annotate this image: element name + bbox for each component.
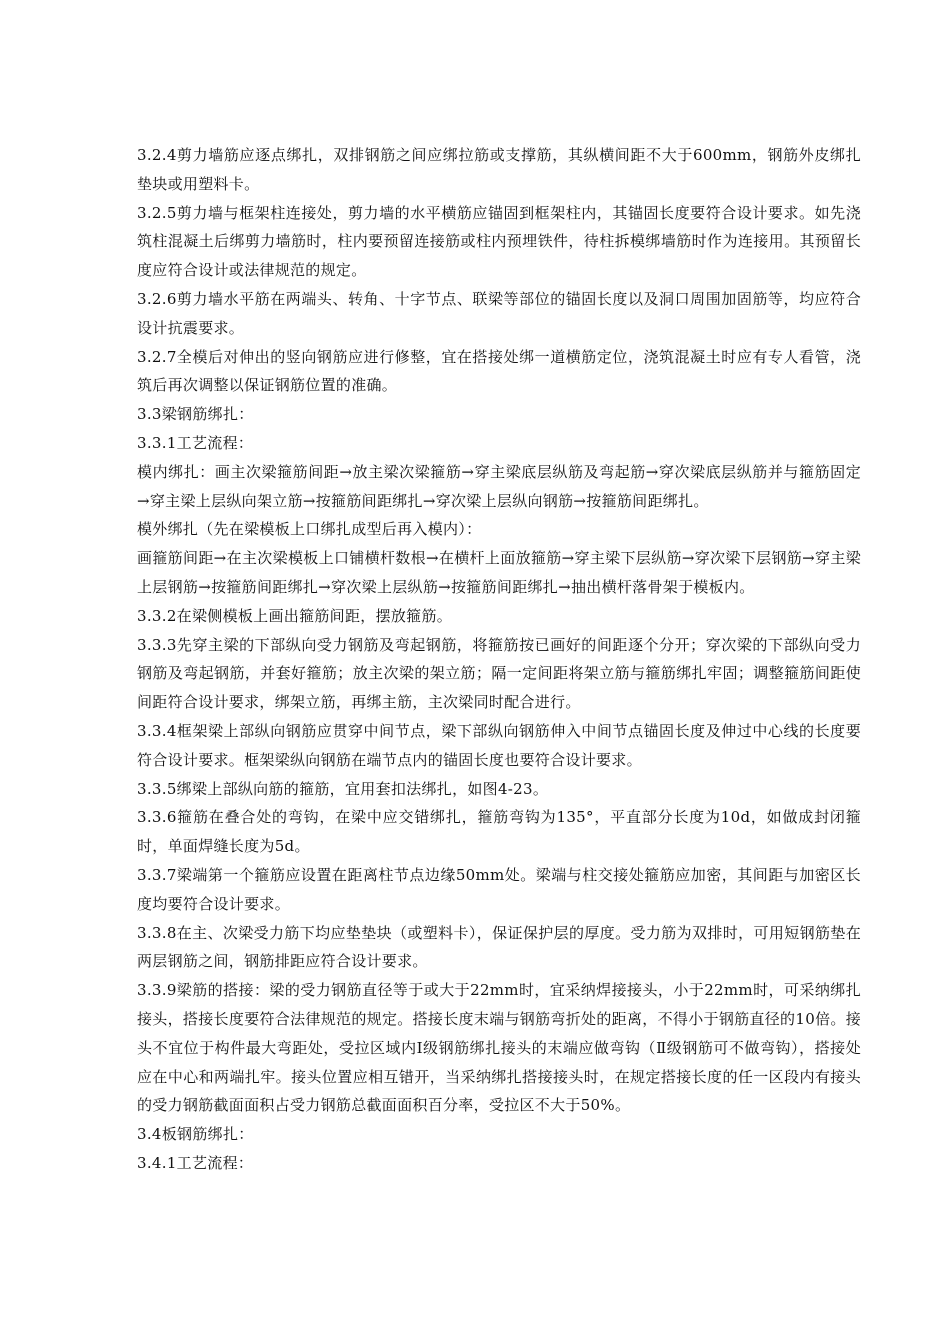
paragraph-in-mold-binding: 模内绑扎：画主次梁箍筋间距→放主梁次梁箍筋→穿主梁底层纵筋及弯起筋→穿次梁底层纵筋并与箍筋固定→穿主梁上层纵向架立筋→按箍筋间距绑扎→穿次梁上层纵向钢筋→按箍筋间距绑扎。 [137,462,861,510]
paragraph-3-2-6: 3.2.6剪力墙水平筋在两端头、转角、十字节点、联梁等部位的锚固长度以及洞口周围加固筋等，均应符合设计抗震要求。 [137,289,861,337]
paragraph-3-2-4: 3.2.4剪力墙筋应逐点绑扎，双排钢筋之间应绑拉筋或支撑筋，其纵横间距不大于600mm，钢筋外皮绑扎垫块或用塑料卡。 [137,146,861,193]
paragraph-3-3-9: 3.3.9梁筋的搭接：梁的受力钢筋直径等于或大于22mm时，宜采纳焊接接头，小于22mm时，可采纳绑扎接头，搭接长度要符合法律规范的规定。搭接长度末端与钢筋弯折处的距离，不得小于钢筋直径的10倍。接头不宜位于构件最大弯距处，受拉区域内Ⅰ级钢筋绑扎接头的末端应做弯钩（Ⅱ级钢筋可不做弯钩），搭接处应在中心和两端扎牢。接头位置应相互错开，当采纳绑扎搭接接头时，在规定搭接长度的任一区段内有接头的受力钢筋截面面积占受力钢筋总截面面积百分率，受拉区不大于50%。 [137,981,861,1115]
heading-3-4: 3.4板钢筋绑扎： [137,1125,254,1144]
heading-3-3: 3.3梁钢筋绑扎： [137,405,254,424]
paragraph-out-mold-binding: 画箍筋间距→在主次梁模板上口铺横杆数根→在横杆上面放箍筋→穿主梁下层纵筋→穿次梁下层钢筋→穿主梁上层钢筋→按箍筋间距绑扎→穿次梁上层纵筋→按箍筋间距绑扎→抽出横杆落骨架于模板内。 [137,549,861,596]
paragraph-3-2-5: 3.2.5剪力墙与框架柱连接处，剪力墙的水平横筋应锚固到框架柱内，其锚固长度要符合设计要求。如先浇筑柱混凝土后绑剪力墙筋时，柱内要预留连接筋或柱内预埋铁件，待柱拆模绑墙筋时作为连接用。其预留长度应符合设计或法律规范的规定。 [137,203,861,280]
paragraph-3-3-2: 3.3.2在梁侧模板上画出箍筋间距，摆放箍筋。 [137,606,453,625]
paragraph-3-3-6: 3.3.6箍筋在叠合处的弯钩，在梁中应交错绑扎，箍筋弯钩为135°，平直部分长度为10d，如做成封闭箍时，单面焊缝长度为5d。 [137,808,861,856]
paragraph-3-3-7: 3.3.7梁端第一个箍筋应设置在距离柱节点边缘50mm处。梁端与柱交接处箍筋应加密，其间距与加密区长度均要符合设计要求。 [137,865,861,913]
paragraph-3-2-7: 3.2.7全模后对伸出的竖向钢筋应进行修整，宜在搭接处绑一道横筋定位，浇筑混凝土时应有专人看管，浇筑后再次调整以保证钢筋位置的准确。 [137,347,861,395]
heading-3-3-1: 3.3.1工艺流程： [137,433,254,452]
paragraph-3-3-3: 3.3.3先穿主梁的下部纵向受力钢筋及弯起钢筋，将箍筋按已画好的间距逐个分开；穿次梁的下部纵向受力钢筋及弯起钢筋，并套好箍筋；放主次梁的架立筋；隔一定间距将架立筋与箍筋绑扎牢固；调整箍筋间距使间距符合设计要求，绑架立筋，再绑主筋，主次梁同时配合进行。 [137,635,861,712]
paragraph-3-3-5: 3.3.5绑梁上部纵向筋的箍筋，宜用套扣法绑扎，如图4-23。 [137,779,549,798]
paragraph-3-3-4: 3.3.4框架梁上部纵向钢筋应贯穿中间节点，梁下部纵向钢筋伸入中间节点锚固长度及伸过中心线的长度要符合设计要求。框架梁纵向钢筋在端节点内的锚固长度也要符合设计要求。 [137,721,861,769]
heading-3-4-1: 3.4.1工艺流程： [137,1153,254,1172]
paragraph-3-3-8: 3.3.8在主、次梁受力筋下均应垫垫块（或塑料卡），保证保护层的厚度。受力筋为双排时，可用短钢筋垫在两层钢筋之间，钢筋排距应符合设计要求。 [137,923,861,971]
document-body [137,141,861,1178]
heading-out-mold-binding: 模外绑扎（先在梁模板上口绑扎成型后再入模内）： [137,520,482,539]
